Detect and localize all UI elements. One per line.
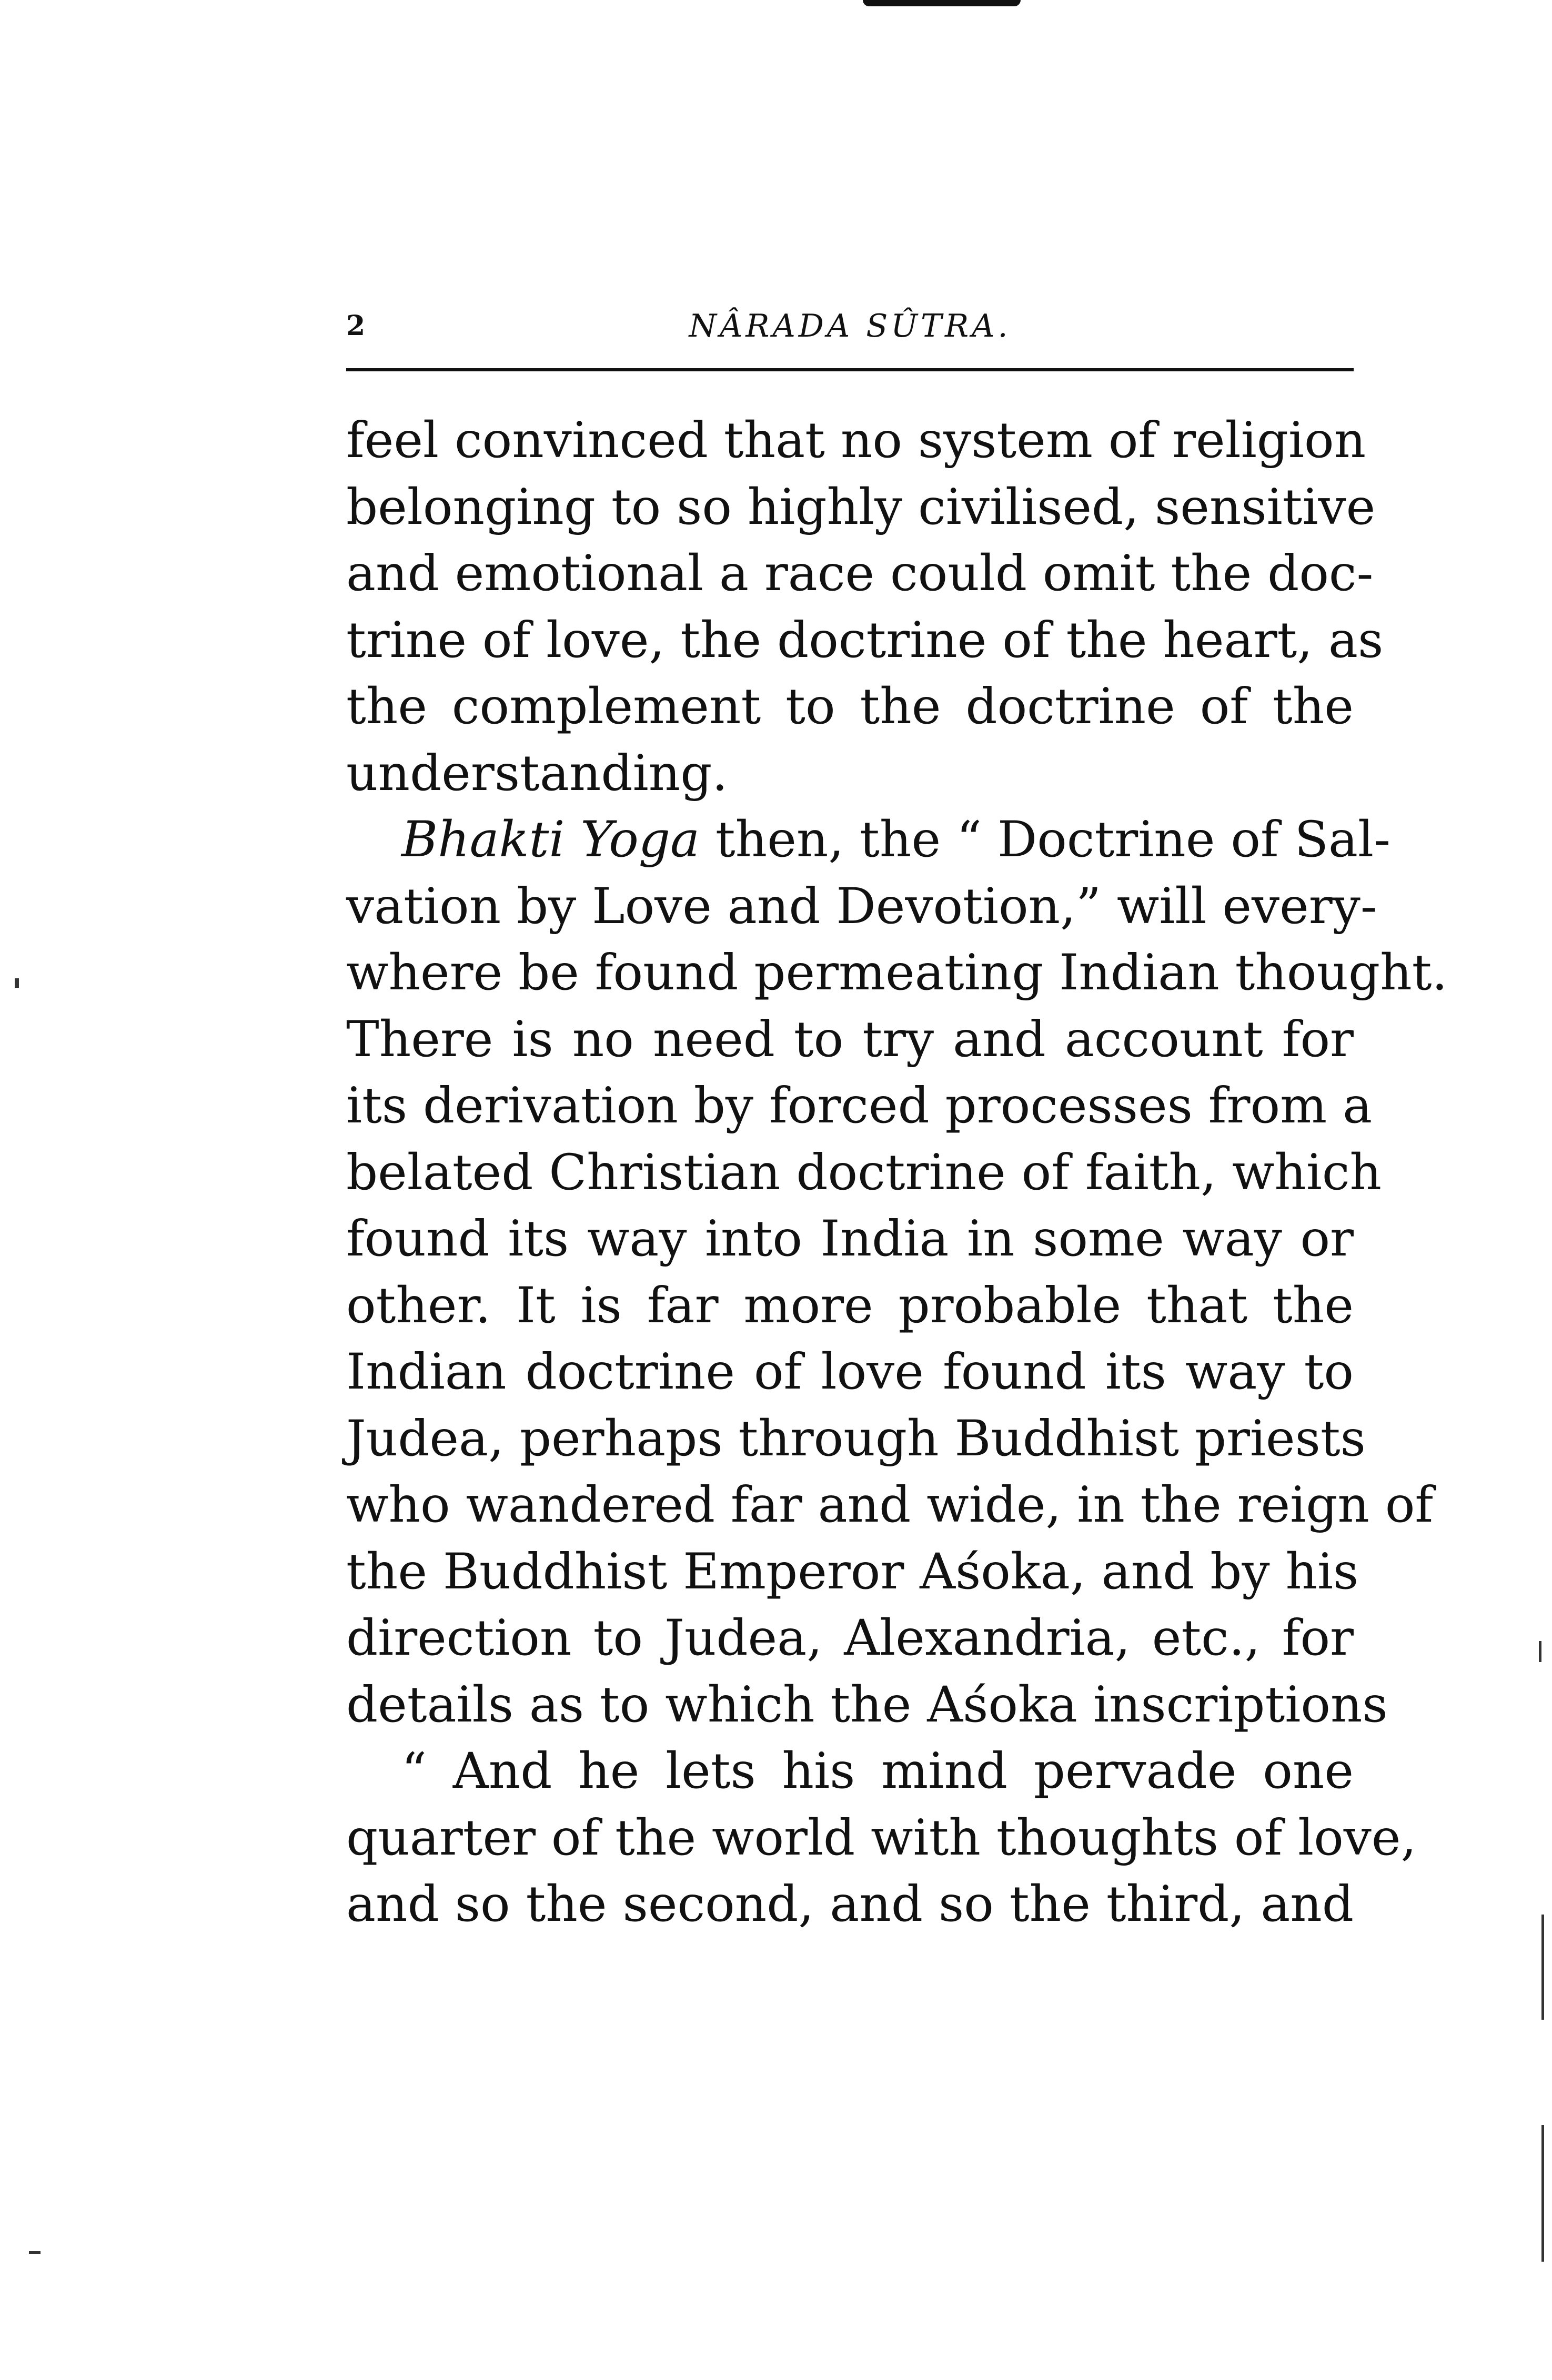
text-line: where be found permeating Indian thought. [346, 944, 1448, 1001]
text-line: understanding. [346, 744, 728, 802]
text-line: the complement to the doctrine of the [346, 678, 1354, 735]
text-line: other. It is far more probable that the [346, 1277, 1354, 1334]
page-header [346, 300, 1354, 352]
text-line: feel convinced that no system of religion [346, 412, 1366, 469]
text-line: and emotional a race could omit the doc- [346, 545, 1374, 602]
line-rest: then, the “ Doctrine of Sal- [700, 811, 1390, 868]
scan-mark [29, 2251, 41, 2254]
scan-mark [1541, 2125, 1544, 2262]
text-line: Judea, perhaps through Buddhist priests [346, 1410, 1366, 1467]
text-line: who wandered far and wide, in the reign of [346, 1476, 1434, 1534]
text-line: details as to which the Aśoka inscriptions [346, 1676, 1388, 1734]
text-line: its derivation by forced processes from a [346, 1077, 1373, 1135]
text-line: belonging to so highly civilised, sensitive [346, 478, 1376, 536]
text-line: trine of love, the doctrine of the heart, as [346, 611, 1384, 669]
scan-artifact [863, 0, 1021, 6]
text-line: vation by Love and Devotion,” will every- [346, 877, 1377, 935]
scan-mark [1539, 1641, 1541, 1662]
text-line: direction to Judea, Alexandria, etc., for [346, 1609, 1354, 1667]
running-title: NÂRADA SÛTRA. [689, 308, 1011, 345]
text-line: Indian doctrine of love found its way to [346, 1343, 1354, 1401]
text-line: and so the second, and so the third, and [346, 1876, 1354, 1933]
italic-term: Bhakti Yoga [401, 811, 700, 868]
text-line: found its way into India in some way or [346, 1210, 1354, 1268]
header-rule [346, 368, 1354, 371]
text-line: belated Christian doctrine of faith, which [346, 1143, 1382, 1201]
scan-mark [1541, 1915, 1544, 2020]
body-text [346, 408, 1448, 1938]
text-line: quarter of the world with thoughts of love, [346, 1809, 1417, 1867]
scan-mark [15, 978, 19, 988]
text-line: “ And he lets his mind pervade one [401, 1743, 1354, 1800]
text-line: There is no need to try and account for [346, 1010, 1354, 1068]
text-line [346, 807, 1390, 874]
text-line: the Buddhist Emperor Aśoka, and by his [346, 1543, 1359, 1601]
page-number: 2 [346, 310, 366, 342]
